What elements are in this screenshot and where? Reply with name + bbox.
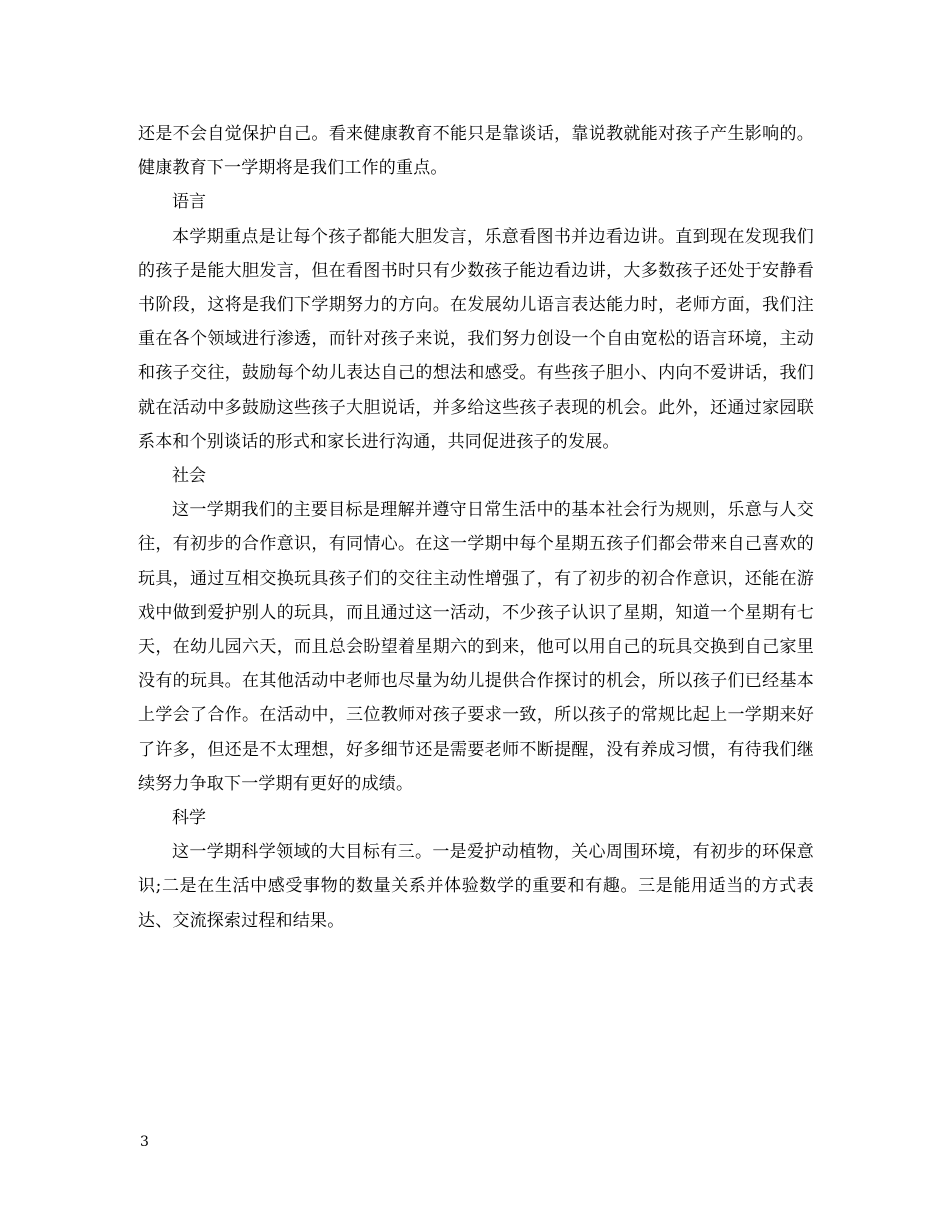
- section-heading-social: 社会: [172, 466, 206, 487]
- section-heading-science: 科学: [172, 808, 206, 829]
- document-body: [138, 117, 814, 938]
- paragraph-language: 本学期重点是让每个孩子都能大胆发言，乐意看图书并边看边讲。直到现在发现我们的孩子是能大胆发言，但在看图书时只有少数孩子能边看边讲，大多数孩子还处于安静看书阶段，这将是我们下学期努力的方向。在发展幼儿语言表达能力时，老师方面，我们注重在各个领域进行渗透，而针对孩子来说，我们努力创设一个自由宽松的语言环境，主动和孩子交往，鼓励每个幼儿表达自己的想法和感受。有些孩子胆小、内向不爱讲话，我们就在活动中多鼓励这些孩子大胆说话，并多给这些孩子表现的机会。此外，还通过家园联系本和个别谈话的形式和家长进行沟通，共同促进孩子的发展。: [138, 226, 814, 452]
- paragraph-social: 这一学期我们的主要目标是理解并遵守日常生活中的基本社会行为规则，乐意与人交往，有初步的合作意识，有同情心。在这一学期中每个星期五孩子们都会带来自己喜欢的玩具，通过互相交换玩具孩子们的交往主动性增强了，有了初步的初合作意识，还能在游戏中做到爱护别人的玩具，而且通过这一活动，不少孩子认识了星期，知道一个星期有七天，在幼儿园六天，而且总会盼望着星期六的到来，他可以用自己的玩具交换到自己家里没有的玩具。在其他活动中老师也尽量为幼儿提供合作探讨的机会，所以孩子们已经基本上学会了合作。在活动中，三位教师对孩子要求一致，所以孩子的常规比起上一学期来好了许多，但还是不太理想，好多细节还是需要老师不断提醒，没有养成习惯，有待我们继续努力争取下一学期有更好的成绩。: [138, 500, 814, 794]
- paragraph-science: 这一学期科学领域的大目标有三。一是爱护动植物，关心周围环境，有初步的环保意识;二是在生活中感受事物的数量关系并体验数学的重要和有趣。三是能用适当的方式表达、交流探索过程和结果。: [138, 842, 814, 931]
- paragraph-health-conclusion: 还是不会自觉保护自己。看来健康教育不能只是靠谈话，靠说教就能对孩子产生影响的。健康教育下一学期将是我们工作的重点。: [138, 124, 814, 179]
- page-number: 3: [140, 1134, 149, 1150]
- section-heading-language: 语言: [172, 192, 206, 213]
